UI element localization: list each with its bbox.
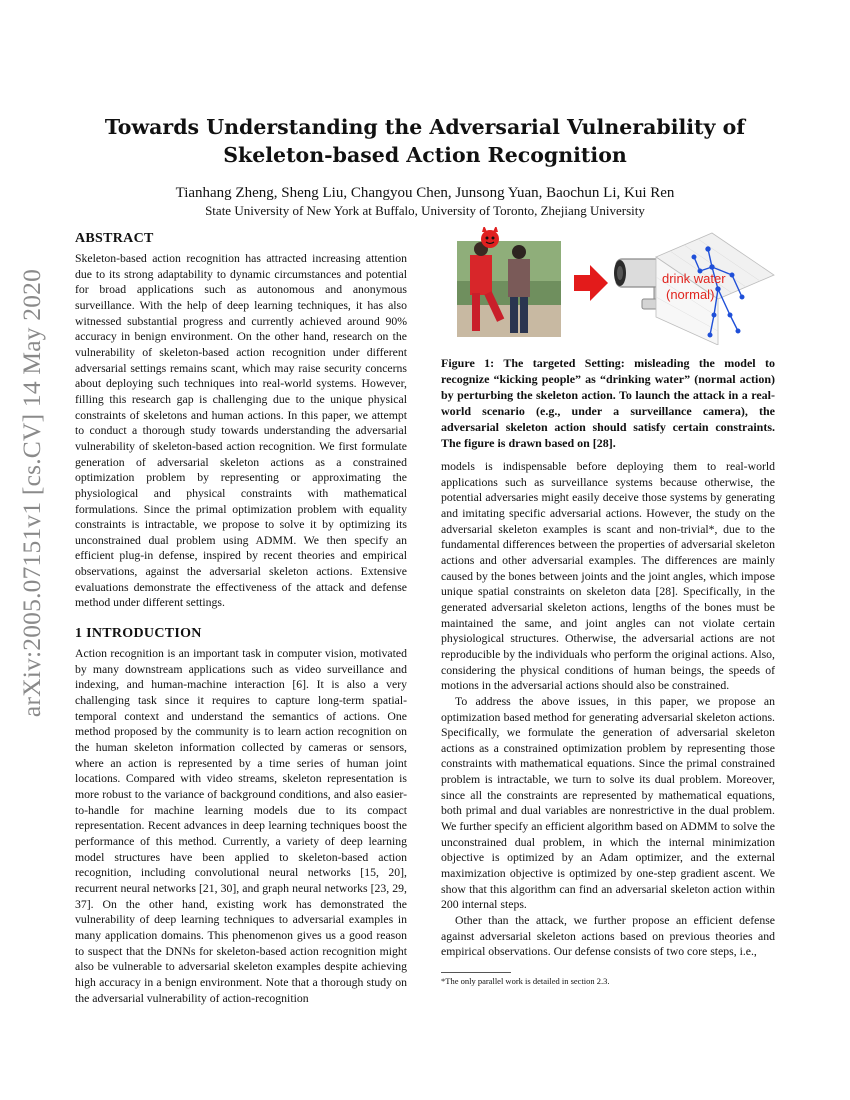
right-column <box>441 459 775 960</box>
abstract-text: Skeleton-based action recognition has attracted increasing attention due to its strong adaptability to dynamic circumstances and potential for broad applications such as autonomous and anonymous surveillance. With the help of deep learning techniques, it has also witnessed substantial progress and currently achieved around 90% accuracy in benign environment. On the other hand, research on the vulnerability of skeleton-based action recognition under different adversarial settings remains scant, which may raise security concerns about deploying such techniques into real-world systems. However, filling this research gap is challenging due to the unique physical constraints of skeletons and human actions. In this paper, we attempt to conduct a thorough study towards understanding the adversarial vulnerability of skeleton-based action recognition. We first formulate generation of adversarial skeleton actions as a constrained optimization problem by representing or approximating the physiological and physical constraints with mathematical formulations. Since the primal optimization problem with equality constraints is intractable, we propose to solve it by optimizing its unconstrained dual problem using ADMM. We then specify an efficient plug-in defense, inspired by recent theories and empirical observations, against the adversarial skeleton actions. Extensive evaluations demonstrate the effectiveness of the attack and defense method under different settings. <box>75 252 407 610</box>
overlay-label-drink-water: drink water <box>662 271 726 286</box>
intro-paragraph-3: Other than the attack, we further propose an efficient defense against adversarial skeleton actions based on previous theories and empirical observations. Our defense consists of two core steps, i.e., <box>441 914 775 959</box>
footnote: *The only parallel work is detailed in section 2.3. <box>441 976 610 986</box>
skeleton-3d-plot <box>656 233 774 345</box>
abstract-heading: ABSTRACT <box>75 231 154 246</box>
affiliations: State University of New York at Buffalo, University of Toronto, Zhejiang University <box>205 203 645 218</box>
intro-paragraph-1-continued: models is indispensable before deploying them to real-world applications such as surveillance systems because otherwise, the potential adversaries might easily deceive those systems by generating and imitating specific adversarial actions. However, the study on the adversarial skeleton examples is scant and non-trivial*, due to the fundamental differences between the properties of adversarial skeleton actions and other adversarial examples. The differences are mainly caused by the bones between joints and the joint angles, which impose unique spatial constraints on skeleton data [28]. Specifically, in the generated adversarial skeleton actions, lengths of the bones must be maintained the same, and joint angles can not violate certain physiological structures. Otherwise, the adversarial actions are not reproducible by the individuals who perform the original actions. Also, considering the physical conditions of human beings, the speeds of motions in the adversarial actions should also be constrained. <box>441 460 775 693</box>
left-column <box>75 230 407 1006</box>
intro-paragraph-2: To address the above issues, in this paper, we propose an optimization based method for generating adversarial skeleton actions. Specifically, we formulate the generation of adversarial skeleton actions as a constrained optimization problem by representing those constraints with mathematical equations. Since the primal constrained problem is intractable, we turn to solve its dual problem. Moreover, since all the constraints are represented by mathematical equations, both primal and dual variables are nonrestrictive in the dual problem. We further specify an efficient algorithm based on ADMM to solve the unconstrained dual problem, in which the internal minimization objective is optimized by an Adam optimizer, and the external maximization objective is optimized by one-step gradient ascent. We show that this algorithm can find an adversarial skeleton action within 200 internal steps. <box>441 694 775 912</box>
people-photo <box>457 241 561 337</box>
introduction-heading: 1 INTRODUCTION <box>75 626 202 642</box>
intro-paragraph-1: Action recognition is an important task in computer vision, motivated by many downstream applications such as video surveillance and indexing, and human-machine interaction [6]. It is also a very challenging task since it requires to capture long-term spatial-temporal context and understand the semantics of actions. One method proposed by the community is to learn action recognition on the human skeleton information collected by cameras or sensors, where an action is represented by a time series of human joint locations. Compared with video streams, skeleton representation is more robust to the variance of background conditions, and also easier-to-handle for machine learning models due to its compact representation. Recent advances in deep learning techniques boost the performance of this method. Currently, a variety of deep learning model structures have been applied to skeleton-based action recognition, including convolutional neural networks [15, 20], recurrent neural networks [21, 30], and graph neural networks [23, 29, 37]. On the other hand, existing work has demonstrated the vulnerability of deep learning techniques to adversarial examples in many application domains. This phenomenon gives us a good reason to suspect that the DNNs for skeleton-based action recognition might also be vulnerable to adversarial skeleton examples despite achieving high accuracy in a benign environment. Note that a thorough study on the adversarial vulnerability of action-recognition <box>75 647 407 1005</box>
paper-title: Towards Understanding the Adversarial Vulnerability of Skeleton-based Action Recognition <box>104 115 746 167</box>
author-list: Tianhang Zheng, Sheng Liu, Changyou Chen, Junsong Yuan, Baochun Li, Kui Ren <box>175 185 675 201</box>
red-arrow-icon <box>574 265 608 301</box>
figure-1-graphic <box>456 227 776 345</box>
overlay-label-normal: (normal) <box>666 287 715 302</box>
devil-icon <box>481 227 499 248</box>
figure-caption: Figure 1: The targeted Setting: misleading the model to recognize “kicking people” as “drinking water” (normal action) by perturbing the skeleton action. To launch the attack in a real-world scenario (e.g., under a surveillance camera), the adversarial skeleton action should satisfy certain constraints. The figure is drawn based on [28]. <box>441 356 775 450</box>
figure-1 <box>456 227 776 345</box>
footnote-divider <box>441 972 511 973</box>
arxiv-identifier: arXiv:2005.07151v1 [cs.CV] 14 May 2020 <box>17 268 47 718</box>
